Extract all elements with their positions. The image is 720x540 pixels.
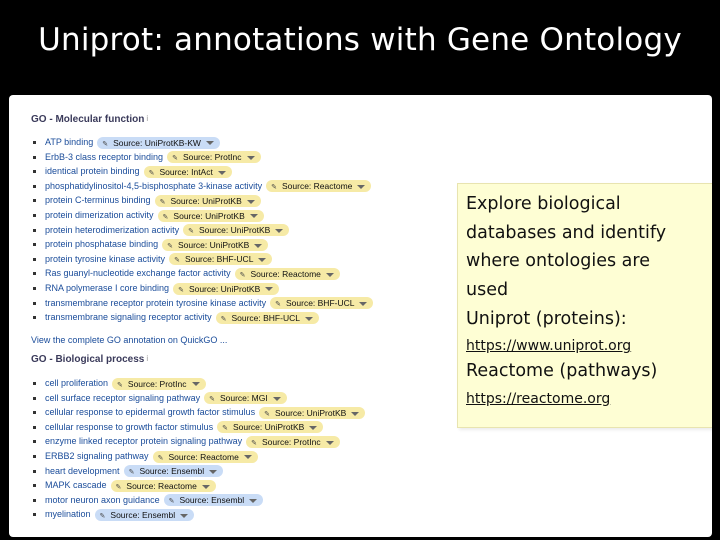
chevron-down-icon[interactable] <box>249 499 257 503</box>
reactome-url-link[interactable]: https://reactome.org <box>466 391 611 407</box>
evidence-source-badge[interactable] <box>235 268 340 280</box>
evidence-icon: ✎ <box>239 271 246 279</box>
callout-intro-line: databases and identify <box>466 222 667 243</box>
evidence-icon: ✎ <box>117 381 123 389</box>
go-term-item <box>31 223 373 238</box>
chevron-down-icon[interactable] <box>273 397 281 401</box>
chevron-down-icon[interactable] <box>275 229 283 233</box>
go-term-link[interactable]: motor neuron axon guidance <box>45 494 160 505</box>
evidence-source-badge[interactable] <box>144 166 232 178</box>
source-label: Source: BHF-UCL <box>231 312 300 323</box>
go-term-item <box>31 420 365 435</box>
go-term-item <box>31 252 373 267</box>
source-label: Source: Reactome <box>282 181 353 192</box>
evidence-icon: ✎ <box>157 454 164 462</box>
evidence-source-badge[interactable] <box>155 195 261 207</box>
go-term-link[interactable]: cell surface receptor signaling pathway <box>45 392 201 403</box>
source-label: Source: Reactome <box>126 480 197 491</box>
go-term-link[interactable]: protein heterodimerization activity <box>45 224 180 235</box>
callout-intro-line: Explore biological <box>466 194 621 214</box>
go-term-item <box>31 449 365 464</box>
go-term-link[interactable]: ERBB2 signaling pathway <box>45 450 149 461</box>
evidence-icon: ✎ <box>102 140 109 148</box>
evidence-source-badge[interactable] <box>158 210 264 222</box>
go-term-item <box>31 208 373 223</box>
go-term-item <box>31 507 365 522</box>
go-term-link[interactable]: phosphatidylinositol-4,5-bisphosphate 3-kinase activity <box>45 180 263 191</box>
evidence-icon: ✎ <box>271 184 277 192</box>
quickgo-link[interactable]: View the complete GO annotation on QuickGO ... <box>31 335 228 345</box>
source-label: Source: BHF-UCL <box>184 254 254 265</box>
evidence-icon: ✎ <box>128 469 135 477</box>
go-term-item <box>31 150 373 165</box>
go-term-link[interactable]: Ras guanyl-nucleotide exchange factor activity <box>45 268 231 279</box>
source-label: Source: ProtInc <box>262 437 321 447</box>
evidence-source-badge[interactable] <box>173 283 279 295</box>
chevron-down-icon[interactable] <box>192 382 200 386</box>
evidence-source-badge[interactable] <box>164 494 264 506</box>
go-term-link[interactable]: ATP binding <box>45 137 94 147</box>
evidence-source-badge[interactable] <box>216 312 319 324</box>
chevron-down-icon[interactable] <box>218 171 226 175</box>
source-label: Source: Reactome <box>168 451 239 462</box>
source-label: Source: UniProtKB <box>232 422 305 433</box>
go-term-link[interactable]: transmembrane receptor protein tyrosine kinase activity <box>45 297 267 308</box>
go-term-link[interactable]: myelination <box>45 509 91 520</box>
evidence-source-badge[interactable] <box>112 378 205 390</box>
source-label: Source: Ensembl <box>110 509 176 520</box>
evidence-icon: ✎ <box>148 169 155 177</box>
chevron-down-icon[interactable] <box>326 441 334 445</box>
go-term-link[interactable]: ErbB-3 class receptor binding <box>45 151 164 162</box>
source-label: Source: UniProtKB <box>170 196 242 206</box>
biological-process-list <box>31 376 365 522</box>
go-term-item <box>31 237 373 252</box>
go-term-item <box>31 391 365 406</box>
evidence-icon: ✎ <box>167 242 173 250</box>
source-label: Source: UniProtKB <box>198 225 271 236</box>
molecular-function-heading <box>31 114 148 125</box>
evidence-icon: ✎ <box>220 315 227 323</box>
evidence-source-badge[interactable] <box>153 451 258 463</box>
go-term-item <box>31 179 373 194</box>
chevron-down-icon[interactable] <box>244 455 252 459</box>
slide-title: Uniprot: annotations with Gene Ontology <box>38 22 682 58</box>
evidence-icon: ✎ <box>209 396 215 404</box>
evidence-icon: ✎ <box>174 257 180 265</box>
go-term-link[interactable]: cell proliferation <box>45 378 109 388</box>
go-term-item <box>31 310 373 325</box>
evidence-icon: ✎ <box>178 286 184 294</box>
info-icon[interactable]: i <box>146 114 149 123</box>
go-term-item <box>31 493 365 508</box>
evidence-source-badge[interactable] <box>246 436 339 448</box>
go-term-link[interactable]: protein phosphatase binding <box>45 239 159 250</box>
evidence-icon: ✎ <box>99 512 106 520</box>
go-term-item <box>31 193 373 208</box>
go-term-link[interactable]: identical protein binding <box>45 166 140 177</box>
chevron-down-icon[interactable] <box>206 141 214 145</box>
source-label: Source: BHF-UCL <box>285 298 355 309</box>
chevron-down-icon[interactable] <box>359 302 367 306</box>
evidence-icon: ✎ <box>115 483 122 491</box>
chevron-down-icon[interactable] <box>247 156 255 160</box>
go-term-item <box>31 266 373 281</box>
source-label: Source: MGI <box>219 393 268 404</box>
evidence-source-badge[interactable] <box>95 509 195 521</box>
source-label: Source: ProtInc <box>127 378 187 389</box>
evidence-icon: ✎ <box>168 498 175 506</box>
evidence-icon: ✎ <box>188 228 194 236</box>
source-label: Source: UniProtKB <box>173 210 245 221</box>
chevron-down-icon[interactable] <box>309 426 317 430</box>
info-icon[interactable]: i <box>146 354 149 363</box>
go-term-link[interactable]: cellular response to epidermal growth factor stimulus <box>45 407 256 418</box>
chevron-down-icon[interactable] <box>357 185 365 189</box>
go-term-link[interactable]: protein dimerization activity <box>45 209 154 220</box>
callout-intro-line: where ontologies are <box>466 251 650 272</box>
go-term-link[interactable]: protein C-terminus binding <box>45 195 151 206</box>
go-term-item <box>31 296 373 311</box>
source-label: Source: Ensembl <box>139 466 205 477</box>
evidence-source-badge[interactable] <box>124 465 224 477</box>
chevron-down-icon[interactable] <box>250 214 258 218</box>
source-label: Source: UniProtKB <box>177 239 250 250</box>
chevron-down-icon[interactable] <box>326 273 334 277</box>
evidence-source-badge[interactable] <box>162 239 268 251</box>
biological-process-heading <box>31 354 148 365</box>
go-term-item <box>31 434 365 449</box>
uniprot-label: Uniprot (proteins): <box>466 308 627 329</box>
reactome-label: Reactome (pathways) <box>466 361 658 381</box>
go-term-link[interactable]: enzyme linked receptor protein signaling pathway <box>45 436 243 447</box>
go-term-item <box>31 464 365 479</box>
uniprot-go-panel <box>9 95 712 537</box>
evidence-source-badge[interactable] <box>266 180 371 192</box>
molecular-function-title: GO - Molecular function <box>31 114 145 125</box>
info-callout <box>457 183 712 428</box>
source-label: Source: UniProtKB-KW <box>113 137 201 148</box>
evidence-icon: ✎ <box>264 410 270 418</box>
chevron-down-icon[interactable] <box>351 412 359 416</box>
source-label: Source: Ensembl <box>179 495 245 506</box>
evidence-source-badge[interactable] <box>169 253 272 265</box>
evidence-source-badge[interactable] <box>204 392 287 404</box>
chevron-down-icon[interactable] <box>180 514 188 518</box>
source-label: Source: UniProtKB <box>188 283 261 294</box>
chevron-down-icon[interactable] <box>258 258 266 262</box>
chevron-down-icon[interactable] <box>247 200 255 204</box>
go-term-link[interactable]: MAPK cascade <box>45 480 107 491</box>
go-term-link[interactable]: heart development <box>45 465 120 476</box>
evidence-icon: ✎ <box>251 440 257 447</box>
evidence-source-badge[interactable] <box>270 297 373 309</box>
source-label: Source: IntAct <box>159 166 213 177</box>
go-term-item <box>31 281 373 296</box>
go-term-link[interactable]: protein tyrosine kinase activity <box>45 253 166 264</box>
evidence-source-badge[interactable] <box>97 137 220 149</box>
evidence-source-badge[interactable] <box>217 421 323 433</box>
source-label: Source: UniProtKB <box>274 407 347 418</box>
go-term-link[interactable]: RNA polymerase I core binding <box>45 282 170 293</box>
callout-intro-line: used <box>466 280 509 301</box>
chevron-down-icon[interactable] <box>305 317 313 321</box>
chevron-down-icon[interactable] <box>209 470 217 474</box>
go-term-link[interactable]: transmembrane signaling receptor activity <box>45 312 212 323</box>
go-term-item <box>31 164 373 179</box>
go-term-item <box>31 135 373 150</box>
evidence-icon: ✎ <box>162 213 169 221</box>
uniprot-url-link[interactable]: https://www.uniprot.org <box>466 338 632 354</box>
go-term-item <box>31 376 365 391</box>
evidence-icon: ✎ <box>172 155 178 163</box>
go-term-item <box>31 478 365 493</box>
molecular-function-list <box>31 135 373 325</box>
evidence-source-badge[interactable] <box>111 480 216 492</box>
evidence-source-badge[interactable] <box>259 407 365 419</box>
chevron-down-icon[interactable] <box>202 485 210 489</box>
evidence-icon: ✎ <box>275 301 281 309</box>
chevron-down-icon[interactable] <box>265 287 273 291</box>
biological-process-title: GO - Biological process <box>31 354 145 365</box>
evidence-icon: ✎ <box>222 425 228 433</box>
source-label: Source: ProtInc <box>182 152 242 163</box>
evidence-source-badge[interactable] <box>183 224 289 236</box>
evidence-source-badge[interactable] <box>167 151 260 163</box>
evidence-icon: ✎ <box>159 199 166 206</box>
chevron-down-icon[interactable] <box>254 244 262 248</box>
source-label: Source: Reactome <box>250 268 321 279</box>
go-term-item <box>31 405 365 420</box>
go-term-link[interactable]: cellular response to growth factor stimulus <box>45 421 214 432</box>
